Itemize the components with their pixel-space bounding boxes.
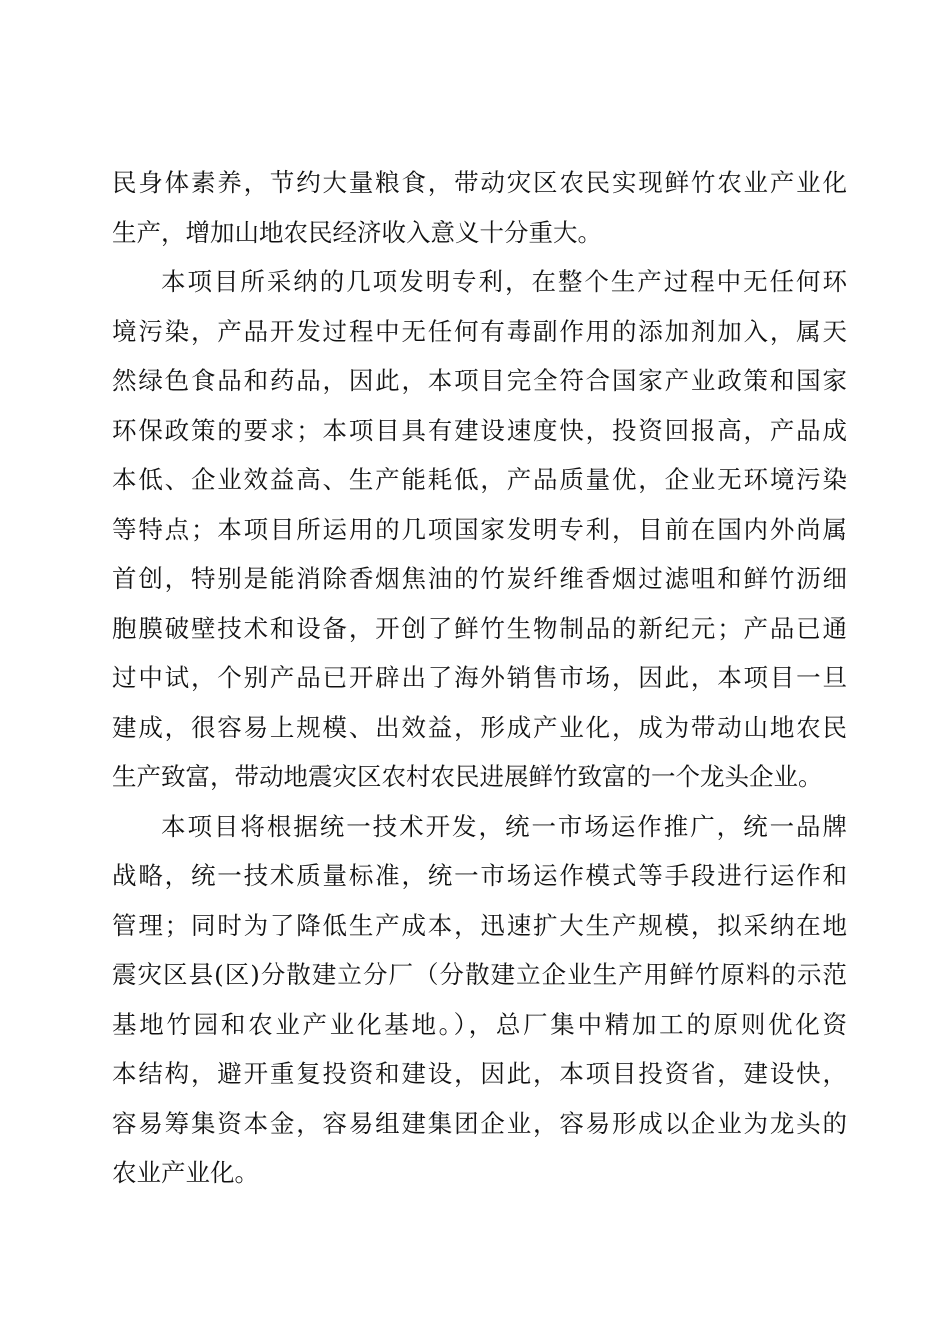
text-line: 环保政策的要求；本项目具有建设速度快，投资回报高，产品成 (112, 415, 847, 445)
text-line: 过中试，个别产品已开辟出了海外销售市场，因此，本项目一旦 (112, 663, 847, 692)
text-line: 管理；同时为了降低生产成本，迅速扩大生产规模，拟采纳在地 (112, 910, 847, 940)
text-line: 建成，很容易上规模、出效益，形成产业化，成为带动山地农民 (112, 712, 847, 742)
text-line: 农业产业化。 (112, 1158, 259, 1187)
text-line: 民身体素养，节约大量粮食，带动灾区农民实现鲜竹农业产业化 (112, 168, 847, 197)
text-line: 战略，统一技术质量标准，统一市场运作模式等手段进行运作和 (112, 861, 847, 890)
text-line: 震灾区县(区)分散建立分厂（分散建立企业生产用鲜竹原料的示范 (112, 960, 847, 989)
text-line: 生产，增加山地农民经济收入意义十分重大。 (112, 217, 602, 247)
text-line: 胞膜破壁技术和设备，开创了鲜竹生物制品的新纪元；产品已通 (112, 613, 847, 643)
text-line: 等特点；本项目所运用的几项国家发明专利，目前在国内外尚属 (112, 514, 847, 544)
text-line: 然绿色食品和药品，因此，本项目完全符合国家产业政策和国家 (112, 366, 847, 395)
paragraph-first-line: 本项目所采纳的几项发明专利，在整个生产过程中无任何环 (161, 267, 847, 296)
text-line: 本低、企业效益高、生产能耗低，产品质量优，企业无环境污染 (112, 465, 847, 494)
text-line: 首创，特别是能消除香烟焦油的竹炭纤维香烟过滤咀和鲜竹沥细 (112, 564, 847, 593)
text-line: 基地竹园和农业产业化基地。），总厂集中精加工的原则优化资 (112, 1009, 847, 1039)
paragraph-first-line: 本项目将根据统一技术开发，统一市场运作推广，统一品牌 (161, 811, 847, 841)
text-line: 本结构，避开重复投资和建设，因此，本项目投资省，建设快， (112, 1059, 847, 1088)
body-text (112, 158, 847, 1198)
text-line: 生产致富，带动地震灾区农村农民进展鲜竹致富的一个龙头企业。 (112, 762, 823, 791)
text-line: 境污染，产品开发过程中无任何有毒副作用的添加剂加入，属天 (112, 316, 847, 346)
text-line: 容易筹集资本金，容易组建集团企业，容易形成以企业为龙头的 (112, 1108, 847, 1138)
